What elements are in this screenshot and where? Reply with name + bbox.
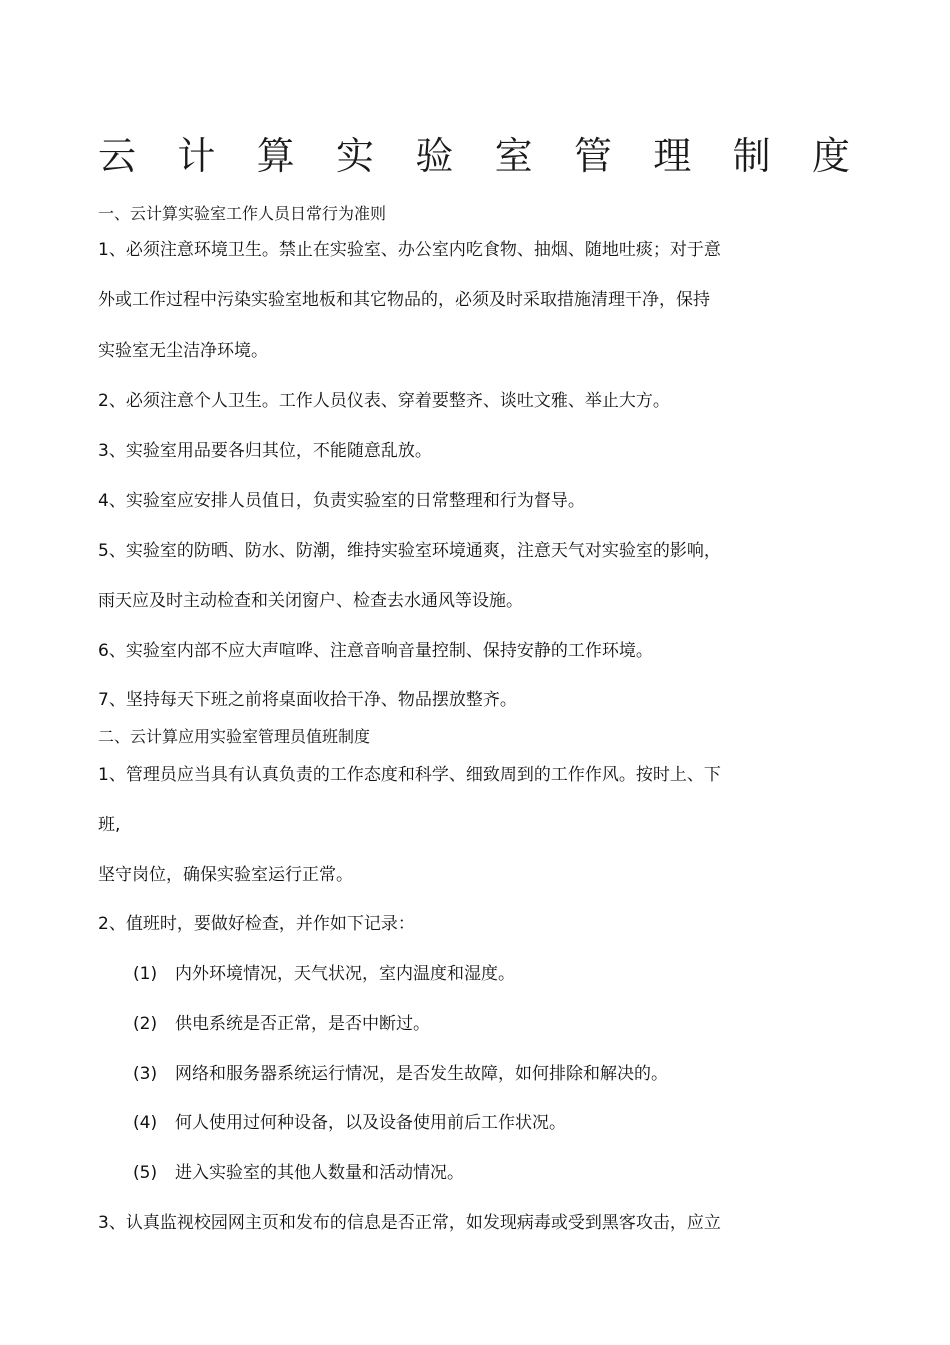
paragraph-line: 1、管理员应当具有认真负责的工作态度和科学、细致周到的工作作风。按时上、下 <box>98 765 721 785</box>
record-item-number: (2) <box>133 1014 158 1034</box>
paragraph-line: 坚守岗位，确保实验室运行正常。 <box>98 865 353 885</box>
paragraph-line: 3、认真监视校园网主页和发布的信息是否正常，如发现病毒或受到黑客攻击，应立 <box>98 1213 721 1233</box>
record-item-number: (3) <box>133 1064 158 1084</box>
document-title <box>98 128 850 184</box>
section-2-heading: 二、云计算应用实验室管理员值班制度 <box>98 727 371 746</box>
paragraph-line: 班, <box>98 815 121 835</box>
paragraph-line: 3、实验室用品要各归其位，不能随意乱放。 <box>98 441 432 461</box>
record-item <box>133 1111 566 1135</box>
title-char: 管 <box>573 134 612 178</box>
record-item-number: (5) <box>133 1163 158 1183</box>
title-char: 室 <box>494 134 533 178</box>
record-item <box>133 1161 464 1185</box>
title-char: 制 <box>732 134 771 178</box>
record-item <box>133 1062 668 1086</box>
title-char: 云 <box>98 134 137 178</box>
record-item <box>133 962 515 986</box>
record-item-text: 供电系统是否正常，是否中断过。 <box>175 1014 430 1034</box>
title-char: 验 <box>415 134 454 178</box>
record-item-text: 内外环境情况，天气状况，室内温度和湿度。 <box>175 964 515 984</box>
record-item <box>133 1012 430 1036</box>
paragraph-line: 雨天应及时主动检查和关闭窗户、检查去水通风等设施。 <box>98 591 523 611</box>
record-item-text: 进入实验室的其他人数量和活动情况。 <box>175 1163 464 1183</box>
paragraph-line: 外或工作过程中污染实验室地板和其它物品的，必须及时采取措施清理干净，保持 <box>98 290 710 310</box>
paragraph-line: 2、必须注意个人卫生。工作人员仪表、穿着要整齐、谈吐文雅、举止大方。 <box>98 391 670 411</box>
record-item-number: (1) <box>133 964 158 984</box>
title-char: 理 <box>653 134 692 178</box>
record-item-text: 何人使用过何种设备，以及设备使用前后工作状况。 <box>175 1113 566 1133</box>
paragraph-line: 2、值班时，要做好检查，并作如下记录： <box>98 914 415 934</box>
title-char: 度 <box>811 134 850 178</box>
record-item-text: 网络和服务器系统运行情况，是否发生故障，如何排除和解决的。 <box>175 1064 668 1084</box>
paragraph-line: 7、坚持每天下班之前将桌面收拾干净、物品摆放整齐。 <box>98 690 517 710</box>
paragraph-line: 5、实验室的防晒、防水、防潮，维持实验室环境通爽，注意天气对实验室的影响， <box>98 541 721 561</box>
title-char: 算 <box>256 134 295 178</box>
record-item-number: (4) <box>133 1113 158 1133</box>
paragraph-line: 1、必须注意环境卫生。禁止在实验室、办公室内吃食物、抽烟、随地吐痰；对于意 <box>98 240 721 260</box>
title-char: 计 <box>177 134 216 178</box>
paragraph-line: 实验室无尘洁净环境。 <box>98 341 268 361</box>
section-1-heading: 一、云计算实验室工作人员日常行为准则 <box>98 204 387 223</box>
title-char: 实 <box>335 134 374 178</box>
paragraph-line: 6、实验室内部不应大声喧哗、注意音响音量控制、保持安静的工作环境。 <box>98 641 653 661</box>
paragraph-line: 4、实验室应安排人员值日，负责实验室的日常整理和行为督导。 <box>98 491 585 511</box>
